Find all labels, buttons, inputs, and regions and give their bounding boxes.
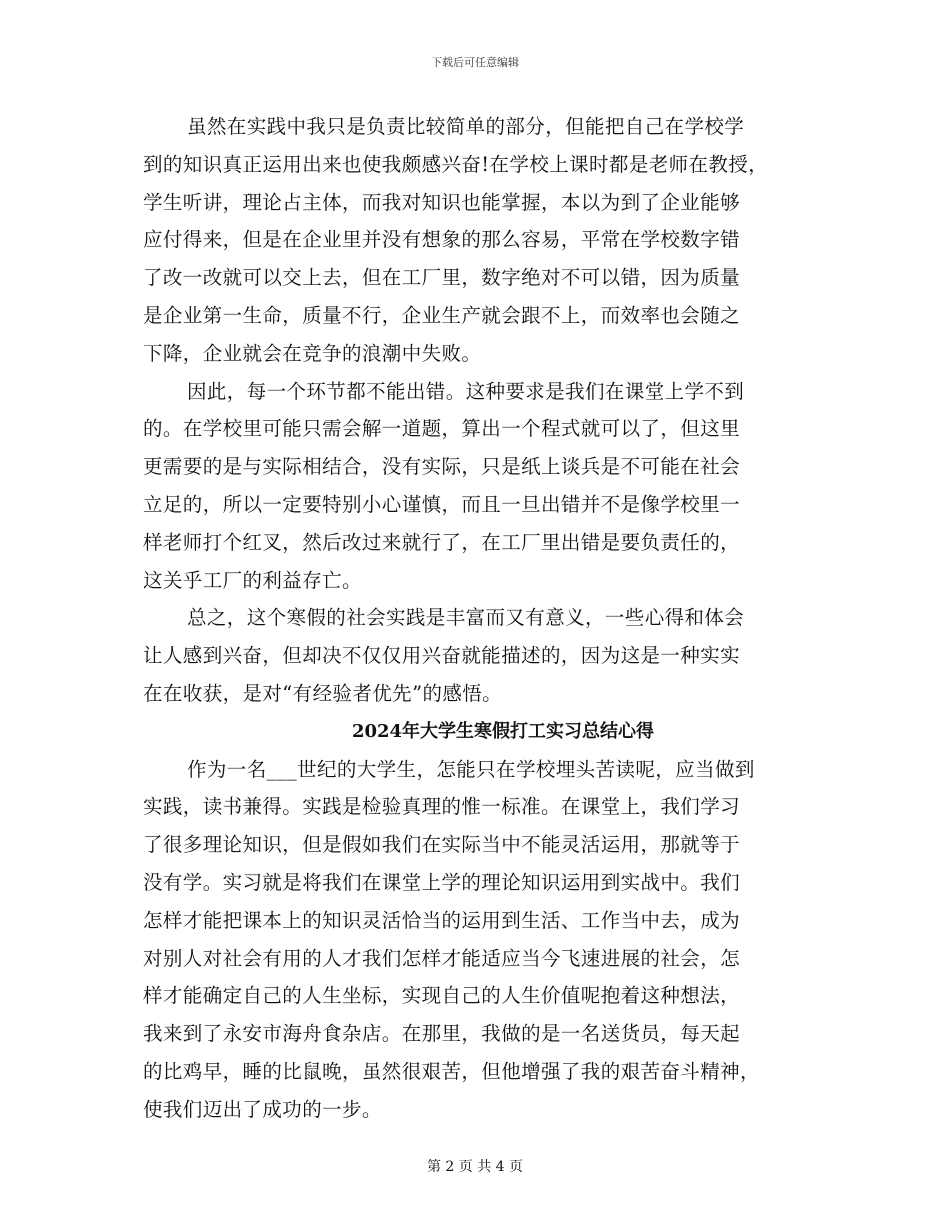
paragraph-line: 对别人对社会有用的人才我们怎样才能适应当今飞速进展的社会，怎 <box>143 946 741 970</box>
paragraph-line: 实践，读书兼得。实践是检验真理的惟一标准。在课堂上，我们学习 <box>143 795 741 819</box>
paragraph-line: 更需要的是与实际相结合，没有实际，只是纸上谈兵是不可能在社会 <box>143 455 741 479</box>
paragraph-3 <box>143 599 823 712</box>
paragraph-1 <box>143 108 823 373</box>
paragraph-line: 了很多理论知识，但是假如我们在实际当中不能灵活运用，那就等于 <box>143 833 741 857</box>
paragraph-line: 没有学。实习就是将我们在课堂上学的理论知识运用到实战中。我们 <box>143 870 741 894</box>
document-body <box>143 108 823 1129</box>
paragraph-line: 立足的，所以一定要特别小心谨慎，而且一旦出错并不是像学校里一 <box>143 492 741 516</box>
paragraph-line: 的。在学校里可能只需会解一道题，算出一个程式就可以了，但这里 <box>143 417 741 441</box>
section-title: 2024年大学生寒假打工实习总结心得 <box>351 720 655 742</box>
paragraph-line: 学生听讲，理论占主体，而我对知识也能掌握，本以为到了企业能够 <box>143 190 741 214</box>
paragraph-line: 作为一名___世纪的大学生，怎能只在学校埋头苦读呢，应当做到 <box>187 757 755 781</box>
paragraph-line: 因此，每一个环节都不能出错。这种要求是我们在课堂上学不到 <box>187 379 745 403</box>
paragraph-line: 使我们迈出了成功的一步。 <box>143 1097 382 1121</box>
paragraph-line: 下降，企业就会在竞争的浪潮中失败。 <box>143 341 482 365</box>
paragraph-line: 样才能确定自己的人生坐标，实现自己的人生价值呢抱着这种想法， <box>143 984 741 1008</box>
paragraph-line: 应付得来，但是在企业里并没有想象的那么容易，平常在学校数字错 <box>143 228 741 252</box>
paragraph-line: 在在收获，是对“有经验者优先”的感悟。 <box>143 681 503 705</box>
paragraph-line: 总之，这个寒假的社会实践是丰富而又有意义，一些心得和体会 <box>187 606 745 630</box>
paragraph-line: 了改一改就可以交上去，但在工厂里，数字绝对不可以错，因为质量 <box>143 266 741 290</box>
paragraph-line: 是企业第一生命，质量不行，企业生产就会跟不上，而效率也会随之 <box>143 303 741 327</box>
section-paragraph-1 <box>143 751 823 1129</box>
paragraph-line: 虽然在实践中我只是负责比较简单的部分，但能把自己在学校学 <box>187 115 745 138</box>
paragraph-line: 到的知识真正运用出来也使我颇感兴奋!在学校上课时都是老师在教授， <box>143 152 769 176</box>
page-header: 下载后可任意编辑 <box>431 56 519 69</box>
paragraph-line: 的比鸡早，睡的比鼠晚，虽然很艰苦，但他增强了我的艰苦奋斗精神， <box>143 1059 760 1083</box>
page-footer: 第 2 页 共 4 页 <box>426 1159 524 1175</box>
paragraph-line: 让人感到兴奋，但却决不仅仅用兴奋就能描述的，因为这是一种实实 <box>143 644 741 668</box>
paragraph-line: 我来到了永安市海舟食杂店。在那里，我做的是一名送货员，每天起 <box>143 1022 741 1046</box>
paragraph-line: 怎样才能把课本上的知识灵活恰当的运用到生活、工作当中去，成为 <box>143 908 741 932</box>
paragraph-2 <box>143 373 823 600</box>
paragraph-line: 样老师打个红叉，然后改过来就行了，在工厂里出错是要负责任的， <box>143 530 741 554</box>
paragraph-line: 这关乎工厂的利益存亡。 <box>143 568 362 592</box>
